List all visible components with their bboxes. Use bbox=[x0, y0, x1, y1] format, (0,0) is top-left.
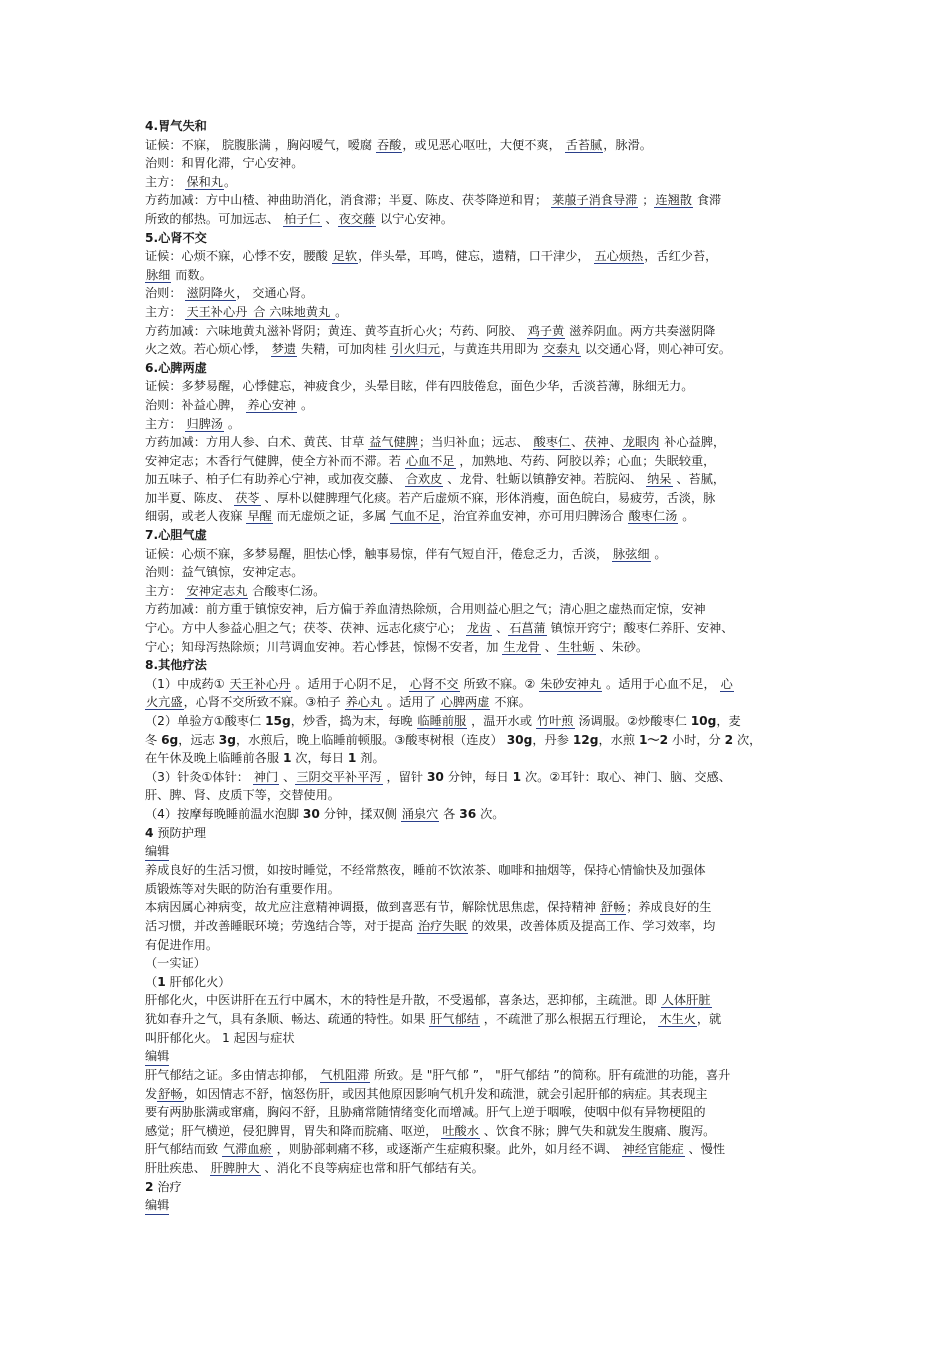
text-segment: 6.心脾两虚 bbox=[145, 360, 207, 375]
text-segment: ，舌红少苔， bbox=[644, 249, 718, 264]
text-line bbox=[145, 303, 810, 322]
text-segment: 、慢性 bbox=[684, 1142, 726, 1157]
text-line bbox=[145, 712, 810, 731]
text-segment: 、饮食不脉；脾气失和就发生腹痛、腹泻。 bbox=[479, 1123, 716, 1138]
text-segment: 主方： bbox=[145, 583, 186, 598]
text-segment: 活习惯，并改善睡眠环境；劳逸结合等，对于提高 bbox=[145, 918, 417, 933]
underlined-term: 夜交藤 bbox=[338, 211, 376, 226]
text-segment: ，治宜养血安神，亦可用归脾汤合 bbox=[440, 509, 628, 524]
text-segment: 所致的郁热。可加远志、 bbox=[145, 211, 283, 226]
text-segment: ，伴头晕，耳鸣，健忘，遗精，口干津少， bbox=[358, 249, 594, 264]
underlined-term: 火亢盛 bbox=[146, 695, 183, 710]
text-segment: 、 bbox=[540, 639, 557, 654]
text-segment: 、苔腻， bbox=[672, 472, 726, 487]
text-line bbox=[145, 693, 810, 712]
text-segment: 7.心胆气虚 bbox=[145, 528, 207, 543]
text-segment: "肝气郁 ”， "肝气郁结 ”的简称。肝有疏泄的功能，喜升 bbox=[426, 1068, 731, 1083]
text-segment: 30 bbox=[302, 806, 320, 821]
text-line bbox=[145, 1178, 810, 1197]
text-segment: 的效果，改善体质及提高工作、学习效率，均 bbox=[467, 918, 716, 933]
text-line bbox=[145, 917, 810, 936]
text-line bbox=[145, 470, 810, 489]
text-segment: ，丹参 bbox=[532, 732, 573, 747]
text-segment: 分钟，每日 bbox=[443, 769, 513, 784]
text-segment: 、 bbox=[571, 435, 584, 450]
text-segment: 要有两胁胀满或窜痛，胸闷不舒，且胁痛常随情绪变化而增减。肝气上逆于咽喉，使咽中似有异物梗阻的 bbox=[145, 1105, 706, 1120]
text-segment: ； bbox=[638, 193, 655, 208]
text-segment: 分钟，揉双侧 bbox=[319, 806, 401, 821]
text-segment: 1 bbox=[512, 769, 522, 784]
text-segment: ，麦 bbox=[716, 714, 741, 728]
text-segment: 方药加减：前方重于镇惊安神，后方偏于养血清热除烦，合用则益心胆之气；清心胆之虚热而定惊，安神 bbox=[145, 602, 706, 617]
underlined-term: 天王补心丹 bbox=[229, 676, 291, 691]
underlined-term: 临睡前服 bbox=[417, 714, 467, 728]
text-segment: 养成良好的生活习惯，如按时睡觉，不经常熬夜，睡前不饮浓茶、咖啡和抽烟等，保持心情愉快及加强体 bbox=[145, 863, 706, 878]
underlined-term: 柏子仁 bbox=[283, 211, 321, 226]
text-segment: 。 bbox=[678, 509, 695, 524]
text-segment: 治则：益气镇惊，安神定志。 bbox=[145, 565, 304, 580]
underlined-term: 鸡子黄 bbox=[527, 323, 565, 338]
text-line bbox=[145, 452, 810, 471]
text-segment: 6g bbox=[161, 732, 179, 747]
text-segment: （1）中成药① bbox=[145, 676, 229, 691]
section-heading bbox=[145, 526, 810, 545]
text-line bbox=[145, 1029, 810, 1048]
text-segment: ，远志 bbox=[178, 732, 219, 747]
text-segment: ；养成良好的生 bbox=[626, 900, 712, 915]
text-line bbox=[145, 600, 810, 619]
underlined-term: 木生火 bbox=[659, 1011, 696, 1026]
text-line bbox=[145, 731, 810, 750]
underlined-term: 气滞血瘀 bbox=[223, 1142, 272, 1157]
underlined-term: 吞酸 bbox=[377, 137, 402, 152]
text-segment: 发 bbox=[145, 1086, 158, 1101]
underlined-term: 舌苔腻 bbox=[565, 137, 603, 152]
text-segment: （ bbox=[145, 974, 158, 989]
underlined-term: 茯苓 bbox=[235, 490, 260, 505]
edit-link[interactable]: 编辑 bbox=[145, 1048, 169, 1066]
text-segment: 滋养阴血。两方共奏滋阴降 bbox=[565, 323, 716, 338]
underlined-term: 心脾两虚 bbox=[440, 695, 490, 710]
text-segment: 冬 bbox=[145, 732, 162, 747]
text-segment: 汤调服。②炒酸枣仁 bbox=[574, 714, 691, 728]
text-segment: （一实证） bbox=[145, 956, 206, 971]
text-segment: ，或见恶心呕吐，大便不爽， bbox=[402, 137, 565, 152]
text-line bbox=[145, 973, 810, 992]
text-line bbox=[145, 377, 810, 396]
text-segment: 以交通心肾，则心神可安。 bbox=[580, 342, 731, 357]
section-heading bbox=[145, 656, 810, 675]
text-line bbox=[145, 136, 810, 155]
underlined-term: 生龙骨 bbox=[503, 639, 540, 654]
text-segment: 有促进作用。 bbox=[145, 937, 219, 952]
text-segment: 。 bbox=[650, 546, 667, 561]
underlined-term: 酸枣仁汤 bbox=[628, 509, 678, 524]
text-segment: 5.心肾不交 bbox=[145, 230, 207, 245]
edit-link-line bbox=[145, 842, 810, 861]
text-segment: ，水煎后，晚上临睡前顿服。③酸枣树根（连皮） bbox=[235, 732, 507, 747]
text-line bbox=[145, 489, 810, 508]
text-segment: 15g bbox=[265, 714, 291, 728]
text-segment: 合酸枣仁汤。 bbox=[248, 583, 326, 598]
text-line bbox=[145, 210, 810, 229]
text-segment: 30 bbox=[426, 769, 444, 784]
text-segment: 证候：多梦易醒，心悸健忘，神疲食少，头晕目眩，伴有四肢倦怠，面色少华，舌淡苔薄，脉细无力。 bbox=[145, 379, 694, 394]
text-segment: 方药加减：方中山楂、神曲助消化，消食滞；半夏、陈皮、茯苓降逆和胃； bbox=[145, 193, 552, 208]
text-segment: 各 bbox=[439, 806, 460, 821]
text-line bbox=[145, 1066, 810, 1085]
underlined-term: 归脾汤 bbox=[186, 416, 223, 431]
text-segment: 次，每日 bbox=[291, 751, 348, 766]
text-segment: ，如因情志不舒，恼怒伤肝，或因其他原因影响气机升发和疏泄，就会引起肝郁的病症。其表现主 bbox=[183, 1086, 708, 1101]
text-segment: 次。②耳针：取心、神门、脑、交感、 bbox=[521, 769, 731, 784]
edit-link[interactable]: 编辑 bbox=[145, 1197, 169, 1215]
text-line bbox=[145, 1122, 810, 1141]
text-line bbox=[145, 1010, 810, 1029]
underlined-term: 神门 bbox=[253, 769, 279, 784]
underlined-term: 竹叶煎 bbox=[536, 714, 574, 728]
section-heading bbox=[145, 117, 810, 136]
underlined-term: 涌泉穴 bbox=[401, 806, 439, 821]
text-segment: （4）按摩每晚睡前温水泡脚 bbox=[145, 806, 303, 821]
underlined-term: 梦遗 bbox=[271, 342, 297, 357]
underlined-term: 养心安神 bbox=[247, 397, 297, 412]
text-segment: ，炒香，捣为末，每晚 bbox=[290, 714, 417, 728]
text-segment: 而无虚烦之证，多属 bbox=[272, 509, 391, 524]
underlined-term: 酸枣仁 bbox=[533, 435, 571, 450]
text-segment: 加五味子、柏子仁有助养心宁神，或加夜交藤、 bbox=[145, 472, 405, 487]
text-segment: 主方： bbox=[145, 174, 186, 189]
underlined-term: 脉细 bbox=[146, 267, 171, 282]
underlined-term: 三阴交平补平泻 bbox=[296, 769, 382, 784]
text-segment: 方药加减：六味地黄丸滋补肾阴；黄连、黄芩直折心火；芍药、阿胶、 bbox=[145, 323, 527, 338]
text-line bbox=[145, 322, 810, 341]
text-segment: 治则：和胃化滞，宁心安神。 bbox=[145, 156, 304, 171]
text-segment: ，心肾不交所致不寐。③柏子 bbox=[183, 695, 345, 710]
underlined-term: 心血不足 bbox=[405, 453, 455, 468]
text-segment: 、 bbox=[492, 621, 509, 636]
text-line bbox=[145, 619, 810, 638]
text-segment: 2 bbox=[724, 732, 734, 747]
underlined-term: 人体肝脏 bbox=[661, 993, 711, 1008]
text-segment: 证候：心烦不寐，多梦易醒，胆怯心悸，触事易惊，伴有气短自汗，倦怠乏力，舌淡， bbox=[145, 546, 612, 561]
text-segment: 、龙骨、牡蛎以镇静安神。若脘闷、 bbox=[443, 472, 647, 487]
text-segment: 肝、脾、肾、皮质下等，交替使用。 bbox=[145, 788, 340, 803]
text-segment: ，加熟地、芍药、阿胶以养；心血；失眠较重， bbox=[455, 453, 716, 468]
text-line bbox=[145, 247, 810, 266]
text-line bbox=[145, 749, 810, 768]
text-segment: 在午休及晚上临睡前各服 bbox=[145, 751, 283, 766]
underlined-term: 引火归元 bbox=[391, 342, 440, 357]
underlined-term: 舒畅 bbox=[600, 900, 626, 915]
text-line bbox=[145, 173, 810, 192]
underlined-term: 生牡蛎 bbox=[557, 639, 595, 654]
text-segment: 、 bbox=[321, 211, 338, 226]
text-segment: 。适用于心血不足， bbox=[602, 676, 720, 691]
text-segment: 证候：不寐， 脘腹胀满 ，胸闷嗳气，嗳腐 bbox=[145, 137, 376, 152]
text-segment: 肝郁化火，中医讲肝在五行中属木，木的特性是升散，不受遏郁，喜条达，恶抑郁，主疏泄。即 bbox=[145, 993, 661, 1008]
text-segment: （2）单验方①酸枣仁 bbox=[145, 714, 266, 728]
text-segment: ；当归补血；远志、 bbox=[419, 435, 533, 450]
underlined-term: 肝脾肿大 bbox=[210, 1161, 260, 1176]
text-segment: 、朱砂。 bbox=[595, 639, 649, 654]
edit-link-line bbox=[145, 1196, 810, 1215]
text-line bbox=[145, 154, 810, 173]
text-segment: 、 bbox=[609, 435, 622, 450]
text-segment: 10g bbox=[690, 714, 717, 728]
text-line bbox=[145, 415, 810, 434]
text-line bbox=[145, 805, 810, 824]
text-line bbox=[145, 768, 810, 787]
edit-link-line bbox=[145, 1047, 810, 1066]
text-segment: 30g bbox=[506, 732, 533, 747]
text-segment: 补心益脾， bbox=[660, 435, 726, 450]
text-segment: 质锻炼等对失眠的防治有重要作用。 bbox=[145, 881, 340, 896]
text-segment: 本病因属心神病变，故尤应注意精神调摄，做到喜恶有节，解除忧思焦虑，保持精神 bbox=[145, 900, 600, 915]
text-line bbox=[145, 191, 810, 210]
text-segment: 以宁心安神。 bbox=[376, 211, 454, 226]
text-line bbox=[145, 396, 810, 415]
text-segment: 肝气郁结之证。多由情志抑郁， bbox=[145, 1068, 320, 1083]
text-segment: 失精，可加肉桂 bbox=[297, 342, 391, 357]
text-segment: 。 bbox=[224, 416, 241, 431]
text-segment: 、 bbox=[279, 769, 296, 784]
underlined-term: 安神定志丸 bbox=[186, 583, 248, 598]
text-line bbox=[145, 1140, 810, 1159]
text-segment: 肝肚疾患、 bbox=[145, 1161, 210, 1176]
text-segment: 食滞 bbox=[693, 193, 722, 208]
text-line bbox=[145, 638, 810, 657]
underlined-term: 连翘散 bbox=[655, 193, 692, 208]
section-heading bbox=[145, 229, 810, 248]
text-segment: ，水煎 bbox=[598, 732, 639, 747]
underlined-term: 吐酸水 bbox=[442, 1123, 479, 1138]
text-line bbox=[145, 1159, 810, 1178]
underlined-term: 神经官能症 bbox=[622, 1142, 684, 1157]
text-line bbox=[145, 936, 810, 955]
text-segment: 细弱，或老人夜寐 bbox=[145, 509, 247, 524]
text-line bbox=[145, 340, 810, 359]
text-segment: 主方： bbox=[145, 416, 186, 431]
text-segment: ，与黄连共用即为 bbox=[440, 342, 543, 357]
underlined-term: 茯神 bbox=[584, 435, 609, 450]
text-segment: 宁心。方中人参益心胆之气；茯苓、茯神、远志化痰宁心； bbox=[145, 621, 466, 636]
underlined-term: 足软 bbox=[332, 249, 358, 264]
text-segment: 1 bbox=[157, 974, 166, 989]
text-line bbox=[145, 861, 810, 880]
underlined-term: 舒畅 bbox=[158, 1086, 183, 1101]
text-segment: 剂。 bbox=[356, 751, 385, 766]
underlined-term: 养心丸 bbox=[345, 695, 383, 710]
text-segment: 方药加减：方用人参、白术、黄芪、甘草 bbox=[145, 435, 369, 450]
text-segment: 、消化不良等病症也常和肝气郁结有关。 bbox=[260, 1161, 484, 1176]
text-segment: 36 bbox=[459, 806, 477, 821]
text-line bbox=[145, 1103, 810, 1122]
text-segment: ，留针 bbox=[382, 769, 427, 784]
underlined-term: 脉弦细 bbox=[613, 546, 650, 561]
text-segment: 。 bbox=[224, 174, 237, 189]
underlined-term: 肝气郁结 bbox=[430, 1011, 479, 1026]
text-line bbox=[145, 675, 810, 694]
text-line bbox=[145, 507, 810, 526]
section-heading bbox=[145, 359, 810, 378]
underlined-term: 龙齿 bbox=[466, 621, 492, 636]
text-segment: 而数。 bbox=[171, 267, 212, 282]
text-segment: 1～2 bbox=[638, 732, 669, 747]
text-segment: 治则：补益心脾， bbox=[145, 397, 247, 412]
text-segment: 3g bbox=[218, 732, 236, 747]
text-line bbox=[145, 786, 810, 805]
text-segment: 犹如春升之气，具有条顺、畅达、疏通的特性。如果 bbox=[145, 1011, 430, 1026]
underlined-term: 合 六味地黄丸 bbox=[249, 304, 335, 319]
underlined-term: 龙眼肉 bbox=[622, 435, 660, 450]
text-line bbox=[145, 898, 810, 917]
text-segment: 镇惊开窍宁；酸枣仁养肝、安神、 bbox=[546, 621, 734, 636]
text-segment: ，脉滑。 bbox=[603, 137, 652, 152]
text-segment: 4.胃气失和 bbox=[145, 119, 207, 133]
text-segment: 宁心；知母泻热除烦；川芎调血安神。若心悸甚，惊惕不安者，加 bbox=[145, 639, 503, 654]
text-segment: 主方： bbox=[145, 304, 186, 319]
underlined-term: 滋阴降火 bbox=[186, 286, 236, 301]
text-segment: 。适用了 bbox=[383, 695, 440, 710]
text-line bbox=[145, 1085, 810, 1104]
text-segment: 预防护理 bbox=[153, 825, 207, 840]
text-segment: 次， bbox=[733, 732, 762, 747]
underlined-term: 治疗失眠 bbox=[418, 918, 467, 933]
text-line bbox=[145, 563, 810, 582]
text-segment: 4 bbox=[145, 825, 154, 840]
text-segment: 肝郁化火） bbox=[165, 974, 231, 989]
text-line bbox=[145, 880, 810, 899]
text-segment: （3）针灸①体针： bbox=[145, 769, 253, 784]
text-line bbox=[145, 991, 810, 1010]
text-line bbox=[145, 545, 810, 564]
edit-link[interactable]: 编辑 bbox=[145, 843, 169, 861]
text-segment: 证候：心烦不寐，心悸不安，腰酸 bbox=[145, 249, 332, 264]
text-segment: 1 bbox=[347, 751, 357, 766]
underlined-term: 石菖蒲 bbox=[509, 621, 546, 636]
text-segment: 。 bbox=[335, 304, 348, 319]
underlined-term: 气机阻滞 bbox=[320, 1068, 370, 1083]
text-line bbox=[145, 582, 810, 601]
text-segment: 小时，分 bbox=[668, 732, 725, 747]
text-segment: ， 交通心肾。 bbox=[236, 286, 314, 301]
text-segment: 次。 bbox=[476, 806, 505, 821]
underlined-term: 心 bbox=[720, 676, 733, 691]
document-body bbox=[145, 117, 810, 1215]
text-segment: 12g bbox=[572, 732, 599, 747]
text-line bbox=[145, 824, 810, 843]
underlined-term: 益气健脾 bbox=[369, 435, 418, 450]
text-segment: ，不疏泄了那么根据五行理论， bbox=[479, 1011, 659, 1026]
underlined-term: 天王补心丹 bbox=[186, 304, 248, 319]
underlined-term: 莱菔子消食导滞 bbox=[552, 193, 638, 208]
underlined-term: 气血不足 bbox=[391, 509, 440, 524]
text-segment: 、厚朴以健脾理气化痰。若产后虚烦不寐，形体消瘦，面色皖白，易疲劳，舌淡，脉 bbox=[260, 490, 716, 505]
text-line bbox=[145, 433, 810, 452]
underlined-term: 早醒 bbox=[247, 509, 272, 524]
text-line bbox=[145, 266, 810, 285]
underlined-term: 五心烦热 bbox=[594, 249, 644, 264]
text-segment: 所致。是 bbox=[370, 1068, 427, 1083]
text-segment: 不寐。 bbox=[490, 695, 531, 710]
text-segment: 。适用于心阴不足， bbox=[291, 676, 409, 691]
text-segment: 感觉；肝气横逆，侵犯脾胃，胃失和降而脘痛、呕逆， bbox=[145, 1123, 442, 1138]
underlined-term: 心肾不交 bbox=[409, 676, 459, 691]
text-segment: ，则胁部刺痛不移，或逐渐产生症瘕积聚。此外，如月经不调、 bbox=[272, 1142, 622, 1157]
text-segment: ，就 bbox=[696, 1011, 722, 1026]
text-segment: 2 bbox=[145, 1179, 154, 1194]
text-line bbox=[145, 954, 810, 973]
text-segment: ，温开水或 bbox=[467, 714, 536, 728]
underlined-term: 合欢皮 bbox=[405, 472, 443, 487]
underlined-term: 保和丸 bbox=[186, 174, 223, 189]
underlined-term: 纳呆 bbox=[647, 472, 672, 487]
text-segment: 火之效。若心烦心悸， bbox=[145, 342, 271, 357]
text-segment: 加半夏、陈皮、 bbox=[145, 490, 235, 505]
text-segment: 叫肝郁化火。 1 起因与症状 bbox=[145, 1030, 295, 1045]
text-segment: 肝气郁结而致 bbox=[145, 1142, 222, 1157]
underlined-term: 交泰丸 bbox=[543, 342, 580, 357]
text-segment: 。 bbox=[297, 397, 314, 412]
text-segment: 所致不寐。② bbox=[459, 676, 540, 691]
text-segment: 8.其他疗法 bbox=[145, 658, 207, 673]
text-segment: 治疗 bbox=[153, 1179, 182, 1194]
text-segment: 1 bbox=[282, 751, 292, 766]
text-line bbox=[145, 284, 810, 303]
underlined-term: 朱砂安神丸 bbox=[540, 676, 602, 691]
text-segment: 安神定志；木香行气健脾，使全方补而不滞。若 bbox=[145, 453, 405, 468]
text-segment: 治则： bbox=[145, 286, 186, 301]
